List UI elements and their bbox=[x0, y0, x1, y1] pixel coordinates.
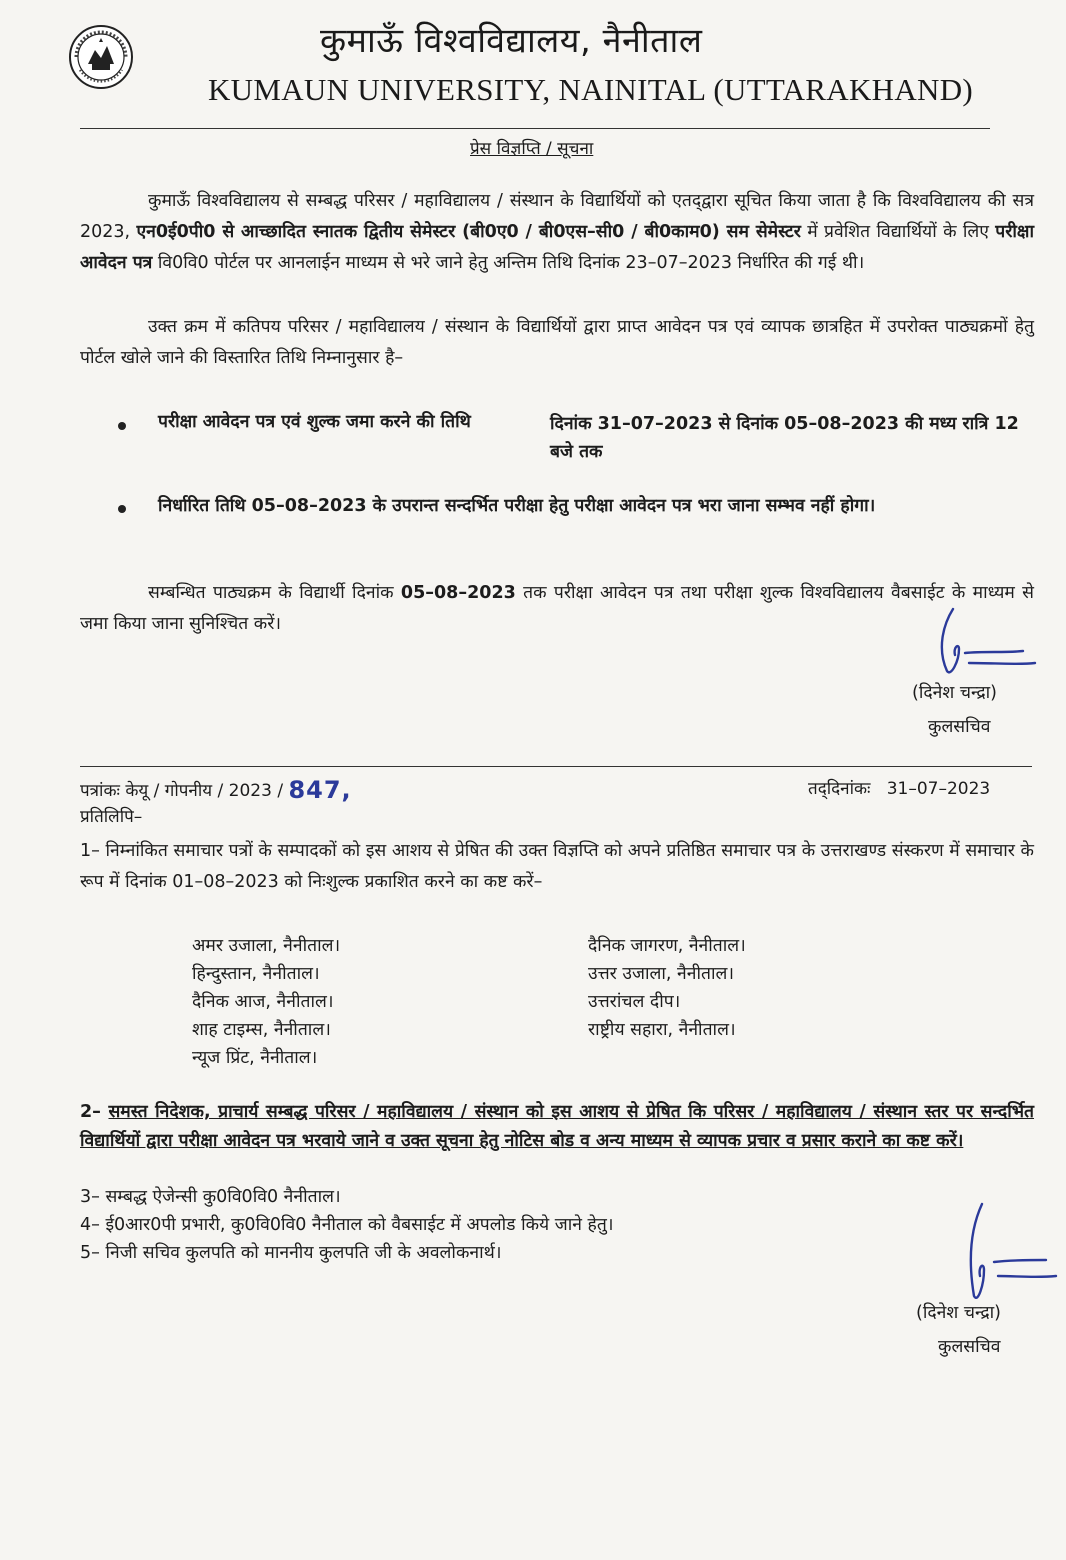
signatory-designation: कुलसचिव bbox=[928, 717, 991, 737]
copy-item-2-text: समस्त निदेशक, प्राचार्य सम्बद्ध परिसर / महाविद्यालय / संस्थान को इस आशय से प्रेषित कि परिसर / महाविद्यालय / संस्थान स्तर पर सन्दर्भित विद्यार्थियों द्वारा परीक्षा आवेदन पत्र भरवाये जाने व उक्त सूचना हेतु नोटिस बोड व अन्य माध्यम से व्यापक प्रचार व प्रसार कराने का कष्ट करें। bbox=[80, 1102, 1035, 1151]
signature-icon bbox=[960, 1200, 1060, 1310]
instruction-text-2: तक परीक्षा आवेदन पत्र तथा परीक्षा शुल्क विश्वविद्यालय वैबसाईट के माध्यम से जमा किया जाना सुनिश्चित करें। bbox=[80, 583, 1034, 634]
deadline-warning: निर्धारित तिथि 05–08–2023 के उपरान्त सन्दर्भित परीक्षा हेतु परीक्षा आवेदन पत्र भरा जाना सम्भव नहीं होगा। bbox=[158, 496, 876, 516]
schedule-dates: दिनांक 31–07–2023 से दिनांक 05–08–2023 की मध्य रात्रि 12 बजे तक bbox=[550, 414, 1019, 462]
copy-item-2 bbox=[80, 1098, 1034, 1156]
university-name-hindi: कुमाऊँ विश्वविद्यालय, नैनीताल bbox=[320, 21, 703, 61]
copy-item-1: 1– निम्नांकित समाचार पत्रों के सम्पादकों को इस आशय से प्रेषित की उक्त विज्ञप्ति को अपने प्रतिष्ठित समाचार पत्र के उत्तराखण्ड संस्करण में समाचार के रूप में दिनांक 01–08–2023 को निःशुल्क प्रकाशित करने का कष्ट करें– bbox=[80, 841, 1034, 892]
paragraph-intro-text: कुमाऊँ विश्वविद्यालय से सम्बद्ध परिसर / महाविद्यालय / संस्थान के विद्यार्थियों को एतद्‌द्वारा सूचित किया जाता है कि विश्वविद्यालय की सत्र 2023, bbox=[80, 191, 1034, 242]
section-divider bbox=[80, 766, 1032, 767]
date-value: 31–07–2023 bbox=[886, 779, 991, 799]
reference-date bbox=[808, 776, 990, 799]
reference-number bbox=[80, 774, 352, 802]
newspaper-list-right bbox=[588, 932, 746, 1044]
university-name-english: KUMAUN UNIVERSITY, NAINITAL (UTTARAKHAND) bbox=[208, 72, 974, 107]
notice-title: प्रेस विज्ञप्ति / सूचना bbox=[470, 139, 594, 159]
form-name: परीक्षा आवेदन पत्र bbox=[80, 222, 1034, 273]
copy-item-4: 4– ई0आर0पी प्रभारी, कु0वि0वि0 नैनीताल को वैबसाईट में अपलोड किये जाने हेतु। bbox=[80, 1215, 614, 1235]
newspaper-item: दैनिक आज, नैनीताल। bbox=[192, 992, 334, 1012]
copy-item-2-number: 2– bbox=[80, 1102, 109, 1122]
date-label: तद्‌दिनांकः bbox=[808, 779, 871, 799]
paragraph-intro bbox=[80, 186, 1034, 279]
paragraph-intro-text-3: वि0वि0 पोर्टल पर आनलाईन माध्यम से भरे जाने हेतु अन्तिम तिथि दिनांक 23–07–2023 निर्धारित की गई थी। bbox=[152, 253, 865, 273]
paragraph-intro-text-2: में प्रवेशित विद्यार्थियों के लिए bbox=[800, 222, 996, 242]
bullet-icon bbox=[118, 505, 126, 513]
paragraph-instruction bbox=[80, 578, 1034, 640]
newspaper-item: दैनिक जागरण, नैनीताल। bbox=[588, 936, 746, 956]
signature-icon bbox=[925, 605, 1045, 685]
signatory-designation: कुलसचिव bbox=[938, 1337, 1001, 1357]
newspaper-item: न्यूज प्रिंट, नैनीताल। bbox=[192, 1048, 318, 1068]
newspaper-item: उत्तरांचल दीप। bbox=[588, 992, 681, 1012]
newspaper-item: उत्तर उजाला, नैनीताल। bbox=[588, 964, 734, 984]
bullet-icon bbox=[118, 422, 126, 430]
signatory-name: (दिनेश चन्द्रा) bbox=[916, 1303, 1001, 1323]
reference-handwritten-number: 847, bbox=[288, 776, 352, 804]
copy-item-5: 5– निजी सचिव कुलपति को माननीय कुलपति जी के अवलोकनार्थ। bbox=[80, 1243, 502, 1263]
newspaper-item: शाह टाइम्स, नैनीताल। bbox=[192, 1020, 331, 1040]
course-name: एन0ई0पी0 से आच्छादित स्नातक द्वितीय सेमेस्टर (बी0ए0 / बी0एस–सी0 / बी0काम0) सम सेमेस्टर bbox=[136, 222, 801, 242]
newspaper-list-left bbox=[192, 932, 340, 1072]
copy-to-label: प्रतिलिपि– bbox=[80, 807, 143, 827]
copy-item-3: 3– सम्बद्ध ऐजेन्सी कु0वि0वि0 नैनीताल। bbox=[80, 1187, 341, 1207]
schedule-label: परीक्षा आवेदन पत्र एवं शुल्क जमा करने की तिथि bbox=[158, 412, 471, 432]
newspaper-item: अमर उजाला, नैनीताल। bbox=[192, 936, 341, 956]
newspaper-item: हिन्दुस्तान, नैनीताल। bbox=[192, 964, 320, 984]
university-seal-icon bbox=[68, 24, 134, 90]
newspaper-item: राष्ट्रीय सहारा, नैनीताल। bbox=[588, 1020, 736, 1040]
signatory-name: (दिनेश चन्द्रा) bbox=[912, 683, 997, 703]
reference-prefix: पत्रांकः केयू / गोपनीय / 2023 / bbox=[80, 781, 289, 801]
header-divider bbox=[80, 128, 990, 129]
instruction-text: सम्बन्धित पाठ्यक्रम के विद्यार्थी दिनांक bbox=[148, 583, 401, 603]
deadline-date: 05–08–2023 bbox=[400, 583, 516, 603]
paragraph-extension: उक्त क्रम में कतिपय परिसर / महाविद्यालय / संस्थान के विद्यार्थियों द्वारा प्राप्त आवेदन पत्र एवं व्यापक छात्रहित में उपरोक्त पाठ्यक्रमों हेतु पोर्टल खोले जाने की विस्तारित तिथि निम्नानुसार है– bbox=[80, 317, 1034, 368]
